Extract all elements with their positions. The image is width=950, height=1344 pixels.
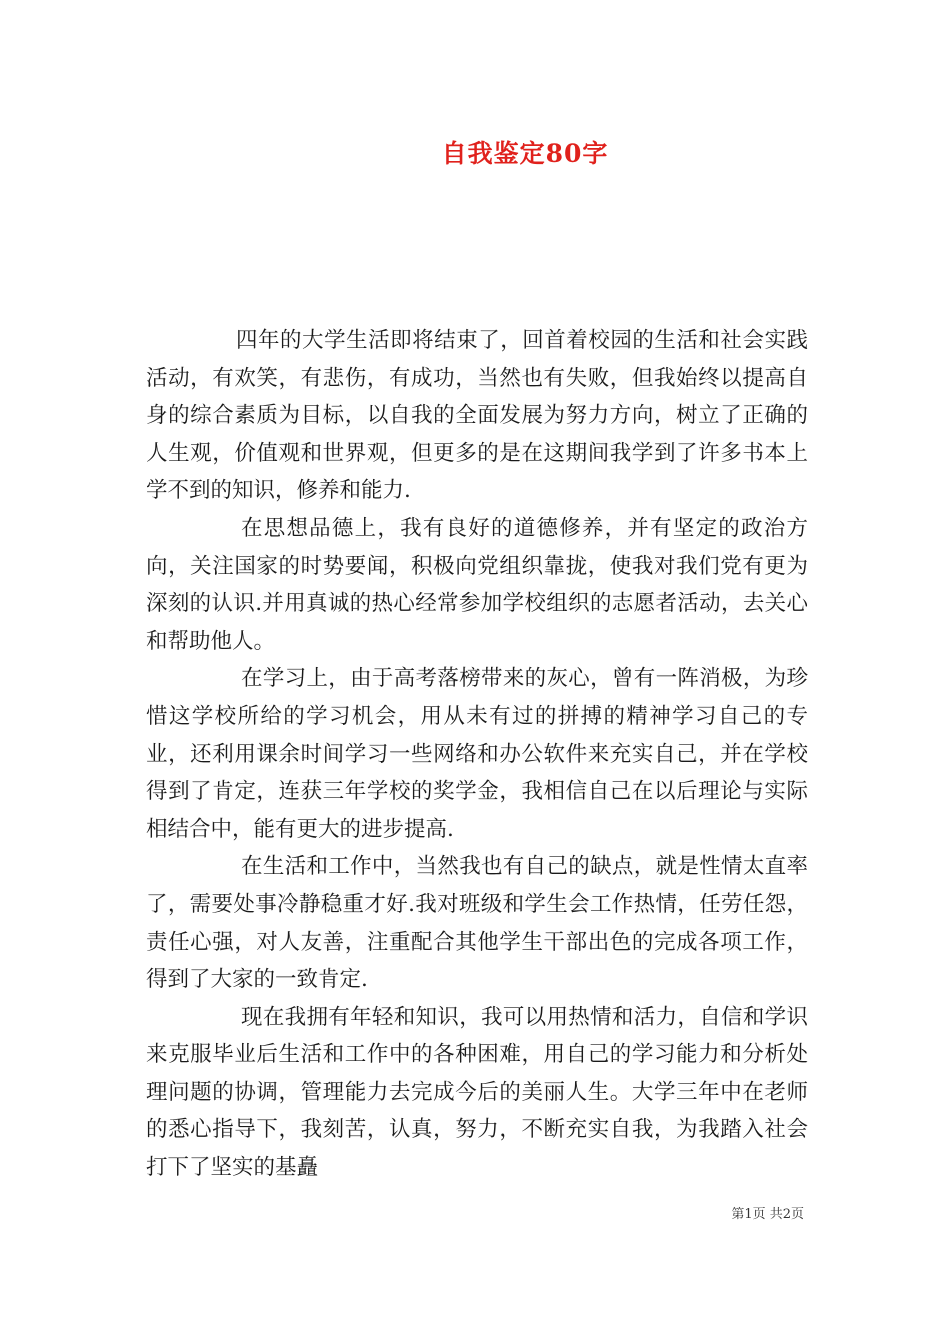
page-number-footer: 第1页 共2页 [731, 1207, 804, 1222]
paragraph-2: 在思想品德上，我有良好的道德修养，并有坚定的政治方向，关注国家的时势要闻，积极向党组织靠拢，使我对我们党有更为深刻的认识.并用真诚的热心经常参加学校组织的志愿者活动，去关心和帮助他人。 [146, 515, 808, 654]
paragraph-5: 现在我拥有年轻和知识，我可以用热情和活力，自信和学识来克服毕业后生活和工作中的各种困难，用自己的学习能力和分析处理问题的协调，管理能力去完成今后的美丽人生。大学三年中在老师的悉心指导下，我刻苦，认真，努力，不断充实自我，为我踏入社会打下了坚实的基矗 [146, 1004, 808, 1181]
paragraph-1: 四年的大学生活即将结束了，回首着校园的生活和社会实践活动，有欢笑，有悲伤，有成功，当然也有失败，但我始终以提高自身的综合素质为目标，以自我的全面发展为努力方向，树立了正确的人生观，价值观和世界观，但更多的是在这期间我学到了许多书本上学不到的知识，修养和能力. [146, 328, 808, 504]
document-body [146, 322, 808, 1187]
document-title: 自我鉴定80字 [441, 139, 609, 168]
paragraph-3: 在学习上，由于高考落榜带来的灰心，曾有一阵消极，为珍惜这学校所给的学习机会，用从未有过的拼搏的精神学习自己的专业，还利用课余时间学习一些网络和办公软件来充实自己，并在学校得到了肯定，连获三年学校的奖学金，我相信自己在以后理论与实际相结合中，能有更大的进步提高. [146, 666, 808, 842]
paragraph-4: 在生活和工作中，当然我也有自己的缺点，就是性情太直率了，需要处事冷静稳重才好.我对班级和学生会工作热情，任劳任怨，责任心强，对人友善，注重配合其他学生干部出色的完成各项工作，得到了大家的一致肯定. [146, 854, 808, 993]
